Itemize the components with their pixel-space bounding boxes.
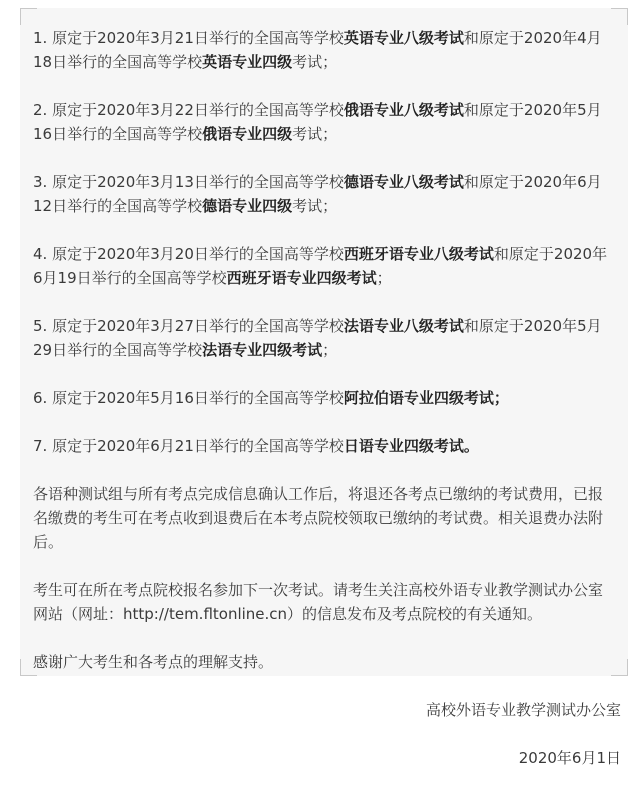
exam-item-text: 和原定于2020年5月29日举行的全国高等学校: [33, 317, 602, 359]
exam-item-text: 1. 原定于2020年3月21日举行的全国高等学校: [33, 29, 344, 47]
exam-name-bold: 法语专业八级考试: [343, 317, 464, 335]
exam-item-text: 和原定于2020年6月12日举行的全国高等学校: [33, 173, 602, 215]
exam-item: [33, 314, 613, 362]
refund-paragraph: 各语种测试组与所有考点完成信息确认工作后，将退还各考点已缴纳的考试费用，已报名缴费的考生可在考点收到退费后在本考点院校领取已缴纳的考试费。相关退费办法附后。: [33, 485, 604, 551]
exam-name-bold: 德语专业八级考试: [343, 173, 464, 191]
exam-item-text: 3. 原定于2020年3月13日举行的全国高等学校: [33, 173, 344, 191]
exam-item-text: 2. 原定于2020年3月22日举行的全国高等学校: [33, 101, 344, 119]
exam-item-text: ；: [376, 269, 392, 287]
exam-item-text: ；: [322, 341, 338, 359]
corner-mark: [611, 659, 628, 676]
exam-item: [33, 26, 613, 74]
thanks-paragraph: 感谢广大考生和各考点的理解支持。: [33, 653, 274, 671]
exam-list: [33, 26, 613, 458]
exam-name-bold: 西班牙语专业八级考试: [343, 245, 494, 263]
exam-name-bold: 阿拉伯语专业四级考试；: [343, 389, 509, 407]
date: 2020年6月1日: [518, 749, 621, 767]
exam-item-text: 和原定于2020年4月18日举行的全国高等学校: [33, 29, 602, 71]
notice-panel: [20, 8, 628, 767]
exam-item-text: 和原定于2020年5月16日举行的全国高等学校: [33, 101, 602, 143]
exam-item-text: 6. 原定于2020年5月16日举行的全国高等学校: [33, 389, 344, 407]
exam-item-text: 考试；: [292, 125, 338, 143]
exam-name-bold: 俄语专业四级: [202, 125, 293, 143]
exam-item: [33, 386, 613, 410]
exam-item-text: 考试；: [292, 197, 338, 215]
exam-item: [33, 170, 613, 218]
exam-name-bold: 法语专业四级考试: [202, 341, 323, 359]
exam-item-text: 和原定于2020年6月19日举行的全国高等学校: [33, 245, 608, 287]
exam-item: [33, 98, 613, 146]
exam-name-bold: 西班牙语专业四级考试: [226, 269, 377, 287]
exam-name-bold: 英语专业四级: [202, 53, 293, 71]
exam-item-text: 5. 原定于2020年3月27日举行的全国高等学校: [33, 317, 344, 335]
signature: 高校外语专业教学测试办公室: [425, 701, 621, 719]
next-exam-paragraph: 考生可在所在考点院校报名参加下一次考试。请考生关注高校外语专业教学测试办公室网站（网址：http://tem.fltonline.cn）的信息发布及考点院校的有关通知。: [33, 581, 604, 623]
exam-item: [33, 242, 613, 290]
exam-name-bold: 俄语专业八级考试: [343, 101, 464, 119]
corner-mark: [20, 8, 37, 25]
exam-item-text: 考试；: [292, 53, 338, 71]
exam-item: [33, 434, 613, 458]
exam-name-bold: 德语专业四级: [202, 197, 293, 215]
exam-name-bold: 英语专业八级考试: [343, 29, 464, 47]
exam-item-text: 7. 原定于2020年6月21日举行的全国高等学校: [33, 437, 344, 455]
exam-name-bold: 日语专业四级考试。: [343, 437, 479, 455]
exam-item-text: 4. 原定于2020年3月20日举行的全国高等学校: [33, 245, 344, 263]
notice-content: [33, 26, 621, 794]
corner-mark: [611, 8, 628, 25]
